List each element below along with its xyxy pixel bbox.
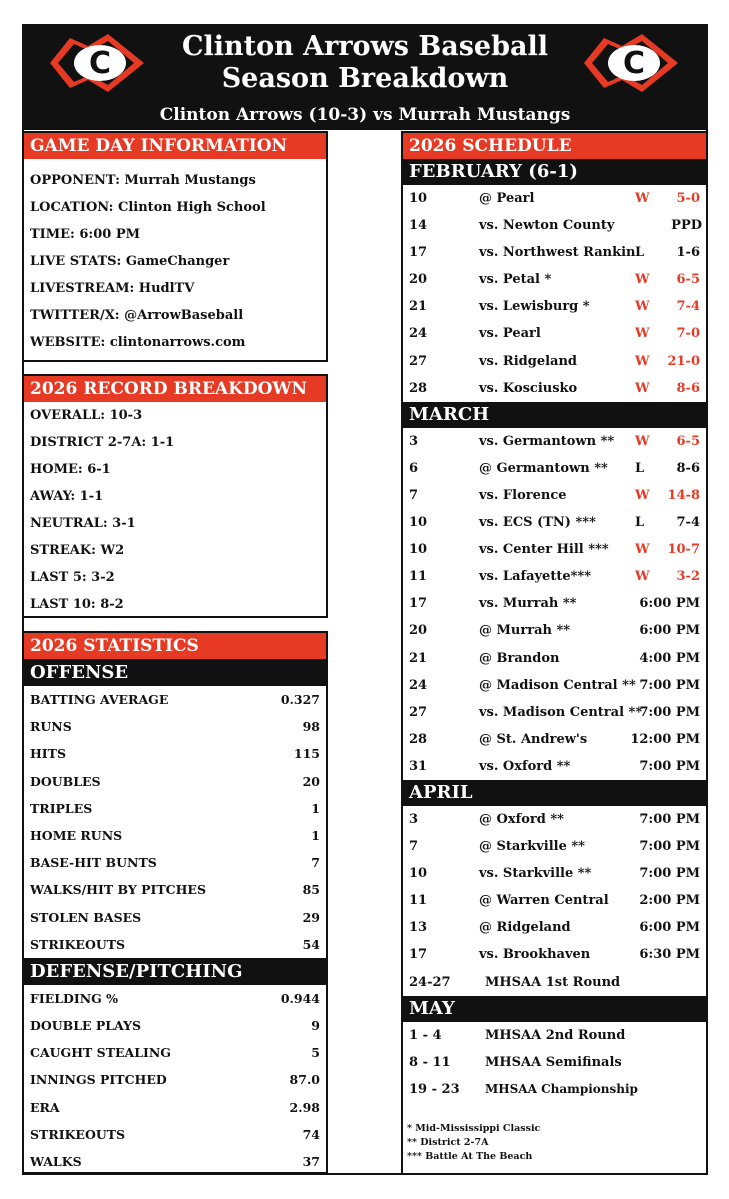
logo-letter: C [88, 46, 112, 81]
game-date: 21 [409, 650, 428, 666]
game-opponent: @ Madison Central ** [479, 677, 636, 693]
game-opponent: MHSAA 2nd Round [485, 1027, 626, 1043]
record-item: AWAY: 1-1 [30, 489, 104, 504]
game-opponent: vs. Starkville ** [479, 866, 592, 882]
game-opponent: MHSAA Championship [485, 1082, 638, 1097]
schedule-row [403, 536, 706, 563]
game-opponent: @ Germantown ** [479, 460, 608, 476]
stat-value: 0.944 [280, 990, 320, 1006]
game-score: 10-7 [667, 542, 700, 558]
schedule-row [403, 428, 706, 455]
stat-label: BASE-HIT BUNTS [30, 855, 157, 871]
offense-heading: OFFENSE [24, 659, 326, 686]
game-score: 2:00 PM [639, 893, 700, 909]
schedule-row [403, 969, 706, 996]
stat-label: STRIKEOUTS [30, 936, 126, 952]
stat-value: 2.98 [289, 1099, 320, 1115]
game-day-item: WEBSITE: clintonarrows.com [30, 335, 246, 350]
game-score: 6:00 PM [639, 920, 700, 936]
game-score: 6:30 PM [639, 947, 700, 963]
stat-label: FIELDING % [30, 990, 119, 1006]
schedule-row [403, 726, 706, 753]
schedule-row [403, 860, 706, 887]
schedule-row [403, 887, 706, 914]
defense-heading: DEFENSE/PITCHING [24, 958, 326, 985]
game-opponent: vs. Lewisburg * [479, 299, 590, 315]
schedule-row [403, 753, 706, 780]
stat-label: STOLEN BASES [30, 909, 142, 925]
stat-value: 54 [302, 936, 320, 952]
game-date: 11 [409, 893, 428, 909]
record-item: OVERALL: 10-3 [30, 408, 143, 423]
game-date: 20 [409, 272, 428, 288]
game-opponent: vs. Lafayette*** [479, 569, 592, 585]
game-opponent: @ Starkville ** [479, 839, 585, 855]
stat-value: 9 [311, 1018, 320, 1034]
game-date: 7 [409, 839, 419, 855]
record-item: DISTRICT 2-7A: 1-1 [30, 435, 175, 450]
game-date: 24 [409, 677, 428, 693]
schedule-row [403, 320, 706, 347]
defense-list [24, 985, 326, 1175]
game-score: 7-0 [676, 326, 700, 342]
stat-value: 1 [311, 800, 320, 816]
game-score: PPD [671, 218, 702, 234]
game-day-item: LIVESTREAM: HudlTV [30, 281, 195, 296]
game-opponent: vs. Ridgeland [479, 353, 578, 369]
stat-label: TRIPLES [30, 800, 93, 816]
game-date: 17 [409, 947, 428, 963]
game-day-heading: GAME DAY INFORMATION [24, 133, 326, 159]
schedule-row [403, 672, 706, 699]
record-item: HOME: 6-1 [30, 462, 111, 477]
game-opponent: vs. Oxford ** [479, 758, 571, 774]
game-date: 6 [409, 460, 419, 476]
game-opponent: vs. Germantown ** [479, 433, 615, 449]
stat-value: 98 [302, 719, 320, 735]
game-result: W [635, 380, 650, 396]
game-date: 10 [409, 866, 428, 882]
game-opponent: @ Oxford ** [479, 811, 564, 827]
record-item: STREAK: W2 [30, 543, 125, 558]
game-result: W [635, 542, 650, 558]
game-date: 24 [409, 326, 428, 342]
schedule-row [403, 699, 706, 726]
game-result: W [635, 433, 650, 449]
stat-row [24, 849, 326, 876]
schedule-heading: 2026 SCHEDULE [403, 133, 706, 159]
game-opponent: vs. Northwest Rankin [479, 245, 636, 261]
page-title-line-2: Season Breakdown [221, 63, 509, 94]
stat-value: 37 [302, 1154, 320, 1169]
game-score: 7:00 PM [639, 758, 700, 774]
game-date: 13 [409, 920, 428, 936]
month-heading: MARCH [403, 402, 706, 428]
game-day-panel [22, 131, 328, 362]
stat-row [24, 1066, 326, 1093]
schedule-row [403, 509, 706, 536]
game-day-item: LOCATION: Clinton High School [30, 200, 266, 215]
game-score: 5-0 [676, 191, 700, 206]
game-result: L [635, 245, 645, 261]
stat-value: 7 [311, 855, 320, 871]
schedule-row [403, 833, 706, 860]
stat-row [24, 1121, 326, 1148]
game-opponent: vs. Pearl [479, 326, 541, 342]
schedule-row [403, 185, 706, 212]
game-score: 7:00 PM [639, 839, 700, 855]
game-date: 27 [409, 704, 428, 720]
game-score: 7:00 PM [639, 677, 700, 693]
schedule-row [403, 293, 706, 320]
game-opponent: @ St. Andrew's [479, 731, 588, 747]
game-result: L [635, 515, 645, 531]
game-date: 28 [409, 380, 428, 396]
game-score: 6-5 [676, 433, 700, 449]
schedule-row [403, 1022, 706, 1049]
stat-label: WALKS [30, 1154, 82, 1169]
game-score: 7:00 PM [639, 704, 700, 720]
schedule-row [403, 348, 706, 375]
stat-label: CAUGHT STEALING [30, 1045, 171, 1061]
game-opponent: @ Murrah ** [479, 623, 571, 639]
record-item: LAST 5: 3-2 [30, 570, 115, 585]
stat-label: ERA [30, 1099, 60, 1115]
stat-row [24, 1012, 326, 1039]
stat-value: 87.0 [289, 1072, 320, 1088]
stat-row [24, 740, 326, 767]
stat-label: INNINGS PITCHED [30, 1072, 167, 1088]
schedule-row [403, 590, 706, 617]
game-date: 10 [409, 542, 428, 558]
stat-value: 29 [302, 909, 320, 925]
game-date: 27 [409, 353, 428, 369]
stat-label: DOUBLE PLAYS [30, 1018, 142, 1034]
game-result: W [635, 191, 650, 206]
game-score: 7:00 PM [639, 866, 700, 882]
schedule-panel [401, 131, 708, 1175]
schedule-row [403, 455, 706, 482]
game-date: 3 [409, 433, 419, 449]
schedule-row [403, 617, 706, 644]
game-date: 28 [409, 731, 428, 747]
game-date: 17 [409, 596, 428, 612]
month-heading: APRIL [403, 780, 706, 806]
schedule-body [403, 159, 706, 1104]
game-score: 1-6 [676, 245, 700, 261]
month-heading: FEBRUARY (6-1) [403, 159, 706, 185]
stat-row [24, 904, 326, 931]
stat-value: 115 [293, 746, 320, 762]
game-date: 24-27 [409, 974, 451, 990]
game-opponent: vs. ECS (TN) *** [479, 515, 596, 531]
game-opponent: vs. Florence [479, 487, 567, 503]
game-date: 7 [409, 487, 419, 503]
schedule-row [403, 806, 706, 833]
game-score: 7:00 PM [639, 811, 700, 827]
stat-row [24, 931, 326, 958]
game-opponent: vs. Murrah ** [479, 596, 577, 612]
game-opponent: @ Brandon [479, 650, 560, 666]
stat-label: HITS [30, 746, 66, 762]
schedule-row [403, 1076, 706, 1103]
game-score: 8-6 [676, 380, 700, 396]
schedule-row [403, 212, 706, 239]
schedule-row [403, 239, 706, 266]
schedule-footnotes [403, 1104, 706, 1164]
stat-label: WALKS/HIT BY PITCHES [30, 882, 206, 898]
game-date: 17 [409, 245, 428, 261]
stat-row [24, 876, 326, 903]
schedule-row [403, 645, 706, 672]
stat-label: HOME RUNS [30, 827, 123, 843]
game-opponent: vs. Brookhaven [479, 947, 591, 963]
stat-row [24, 822, 326, 849]
stat-value: 1 [311, 827, 320, 843]
game-result: W [635, 299, 650, 315]
game-date: 31 [409, 758, 428, 774]
stat-row [24, 1094, 326, 1121]
footnote: *** Battle At The Beach [407, 1150, 533, 1162]
stat-value: 20 [302, 773, 320, 789]
game-date: 21 [409, 299, 428, 315]
stat-label: STRIKEOUTS [30, 1126, 126, 1142]
game-score: 3-2 [676, 569, 700, 585]
stat-value: 85 [302, 882, 320, 898]
game-opponent: vs. Petal * [479, 272, 552, 288]
statistics-panel [22, 631, 328, 1174]
game-day-item: OPPONENT: Murrah Mustangs [30, 173, 256, 188]
logo-letter: C [622, 46, 646, 81]
record-list [24, 402, 326, 618]
game-score: 7-4 [676, 515, 700, 531]
schedule-row [403, 914, 706, 941]
game-result: W [635, 569, 650, 585]
stat-label: RUNS [30, 719, 72, 735]
game-score: 6-5 [676, 272, 700, 288]
game-result: W [635, 487, 650, 503]
game-opponent: @ Ridgeland [479, 920, 571, 936]
game-date: 3 [409, 811, 419, 827]
stat-row [24, 1148, 326, 1175]
game-day-item: TWITTER/X: @ArrowBaseball [30, 308, 244, 323]
stat-row [24, 795, 326, 822]
game-score: 12:00 PM [630, 731, 700, 747]
month-heading: MAY [403, 996, 706, 1022]
game-result: W [635, 326, 650, 342]
game-score: 4:00 PM [639, 650, 700, 666]
stat-row [24, 985, 326, 1012]
game-day-list [24, 159, 326, 356]
game-date: 10 [409, 515, 428, 531]
stat-value: 5 [311, 1045, 320, 1061]
stat-row [24, 1039, 326, 1066]
statistics-heading: 2026 STATISTICS [24, 633, 326, 659]
game-opponent: MHSAA Semifinals [485, 1054, 622, 1070]
game-score: 14-8 [667, 487, 700, 503]
record-heading: 2026 RECORD BREAKDOWN [24, 376, 326, 402]
record-item: LAST 10: 8-2 [30, 597, 124, 612]
game-day-item: LIVE STATS: GameChanger [30, 254, 230, 269]
stat-label: BATTING AVERAGE [30, 692, 169, 707]
game-opponent: vs. Newton County [479, 218, 615, 234]
game-date: 8 - 11 [409, 1054, 451, 1070]
game-opponent: MHSAA 1st Round [485, 974, 621, 990]
game-score: 7-4 [676, 299, 700, 315]
game-opponent: vs. Kosciusko [479, 380, 578, 396]
schedule-row [403, 375, 706, 402]
stat-row [24, 713, 326, 740]
stat-label: DOUBLES [30, 773, 101, 789]
game-date: 20 [409, 623, 428, 639]
game-result: W [635, 353, 650, 369]
offense-list [24, 686, 326, 958]
game-date: 10 [409, 191, 428, 206]
page-title-line-1: Clinton Arrows Baseball [182, 31, 548, 62]
game-date: 14 [409, 218, 428, 234]
schedule-row [403, 941, 706, 968]
game-opponent: vs. Center Hill *** [479, 542, 609, 558]
game-result: W [635, 272, 650, 288]
game-date: 19 - 23 [409, 1082, 460, 1098]
game-result: L [635, 460, 645, 476]
stat-value: 74 [302, 1126, 320, 1142]
game-date: 11 [409, 569, 428, 585]
game-score: 6:00 PM [639, 596, 700, 612]
stat-row [24, 768, 326, 795]
schedule-row [403, 266, 706, 293]
game-date: 1 - 4 [409, 1027, 442, 1043]
schedule-row [403, 563, 706, 590]
schedule-row [403, 482, 706, 509]
game-score: 8-6 [676, 460, 700, 476]
stat-row [24, 686, 326, 713]
record-panel [22, 374, 328, 618]
stat-value: 0.327 [280, 692, 320, 707]
game-score: 21-0 [667, 353, 700, 369]
footnote: ** District 2-7A [407, 1136, 489, 1148]
footnote: * Mid-Mississippi Classic [407, 1122, 541, 1134]
matchup-subtitle: Clinton Arrows (10-3) vs Murrah Mustangs [159, 105, 571, 125]
record-item: NEUTRAL: 3-1 [30, 516, 136, 531]
game-score: 6:00 PM [639, 623, 700, 639]
game-opponent: @ Pearl [479, 191, 535, 206]
game-day-item: TIME: 6:00 PM [30, 227, 141, 242]
game-opponent: @ Warren Central [479, 893, 609, 909]
schedule-row [403, 1049, 706, 1076]
game-opponent: vs. Madison Central ** [479, 704, 643, 720]
